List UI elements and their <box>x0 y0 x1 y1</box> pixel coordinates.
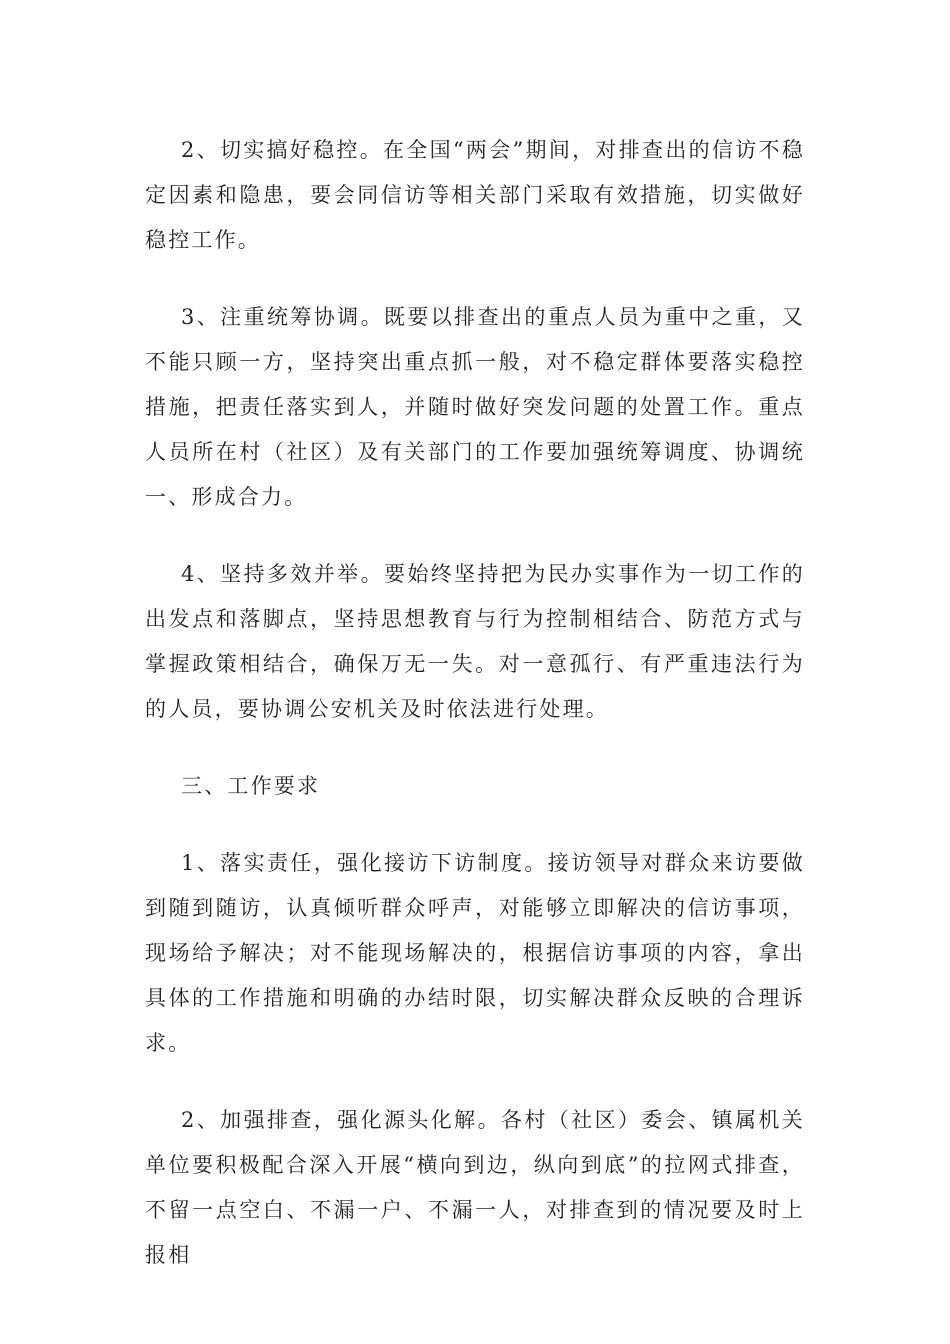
paragraph-coordination: 3、注重统筹协调。既要以排查出的重点人员为重中之重，又不能只顾一方，坚持突出重点抓一般，对不稳定群体要落实稳控措施，把责任落实到人，并随时做好突发问题的处置工作。重点人员所在村（社区）及有关部门的工作要加强统筹调度、协调统一、形成合力。 <box>145 305 805 509</box>
section-heading-work-requirements: 三、工作要求 <box>181 774 321 798</box>
paragraph-multiple-measures: 4、坚持多效并举。要始终坚持把为民办实事作为一切工作的出发点和落脚点，坚持思想教育与行为控制相结合、防范方式与掌握政策相结合，确保万无一失。对一意孤行、有严重违法行为的人员，要协调公安机关及时依法进行处理。 <box>145 562 805 721</box>
paragraph-investigation: 2、加强排查，强化源头化解。各村（社区）委会、镇属机关单位要积极配合深入开展“横向到边，纵向到底”的拉网式排查，不留一点空白、不漏一户、不漏一人，对排查到的情况要及时上报相 <box>145 1108 805 1267</box>
paragraph-responsibility: 1、落实责任，强化接访下访制度。接访领导对群众来访要做到随到随访，认真倾听群众呼声，对能够立即解决的信访事项，现场给予解决；对不能现场解决的，根据信访事项的内容，拿出具体的工作措施和明确的办结时限，切实解决群众反映的合理诉求。 <box>145 851 805 1055</box>
paragraph-stability-control: 2、切实搞好稳控。在全国“两会”期间，对排查出的信访不稳定因素和隐患，要会同信访等相关部门采取有效措施，切实做好稳控工作。 <box>145 138 805 252</box>
document-body <box>145 128 805 1278</box>
